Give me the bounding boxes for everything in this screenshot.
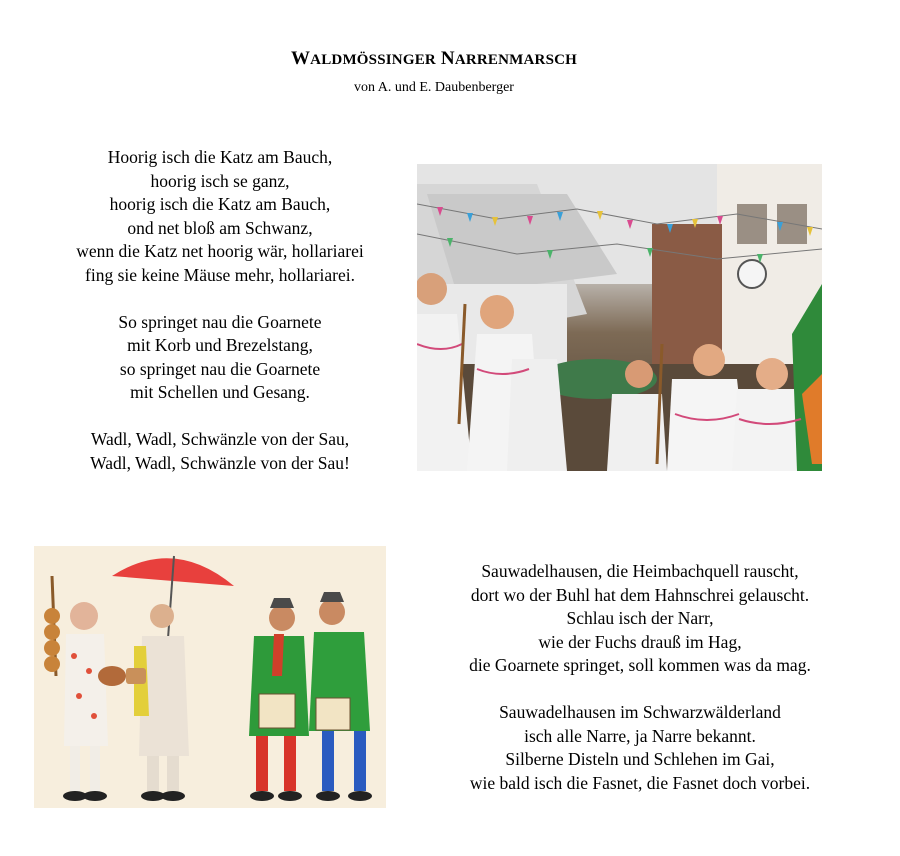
verse-line: Wadl, Wadl, Schwänzle von der Sau, bbox=[90, 429, 350, 449]
parade-photo-graphic bbox=[417, 164, 822, 471]
stanza bbox=[20, 311, 420, 405]
verse-line: hoorig isch se ganz, bbox=[150, 170, 290, 191]
verse-line: wenn die Katz net hoorig wär, hollariarei bbox=[76, 241, 364, 261]
verse-line: die Goarnete springet, soll kommen was da mag. bbox=[469, 655, 811, 675]
verse-line: fing sie keine Mäuse mehr, hollariarei. bbox=[85, 264, 355, 285]
verse-line: Silberne Disteln und Schlehen im Gai, bbox=[505, 749, 775, 769]
verse-line: Wadl, Wadl, Schwänzle von der Sau! bbox=[90, 452, 350, 473]
carnival-figures-photo bbox=[34, 546, 386, 808]
stanza bbox=[420, 560, 860, 678]
verse-line: ond net bloß am Schwanz, bbox=[127, 217, 313, 238]
verse-line: mit Schellen und Gesang. bbox=[130, 382, 310, 402]
verse-line: Sauwadelhausen, die Heimbachquell rauscht, bbox=[481, 561, 799, 581]
verse-line: mit Korb und Brezelstang, bbox=[127, 335, 313, 355]
stanza bbox=[20, 146, 420, 287]
author-line: von A. und E. Daubenberger bbox=[354, 80, 514, 95]
verse-line: so springet nau die Goarnete bbox=[119, 358, 321, 379]
verse-column-left bbox=[20, 146, 420, 475]
verse-line: Hoorig isch die Katz am Bauch, bbox=[107, 147, 333, 167]
parade-photo bbox=[417, 164, 822, 471]
verse-line: hoorig isch die Katz am Bauch, bbox=[109, 194, 331, 214]
verse-line: Schlau isch der Narr, bbox=[566, 608, 714, 628]
verse-line: So springet nau die Goarnete bbox=[118, 311, 322, 332]
carnival-figures-graphic bbox=[34, 546, 386, 808]
verse-line: wie bald isch die Fasnet, die Fasnet doch vorbei. bbox=[469, 772, 811, 793]
page-title: WALDMÖSSINGER NARRENMARSCH bbox=[290, 48, 578, 69]
verse-line: wie der Fuchs drauß im Hag, bbox=[538, 631, 742, 652]
stanza bbox=[20, 428, 420, 475]
verse-line: isch alle Narre, ja Narre bekannt. bbox=[524, 725, 756, 746]
stanza bbox=[420, 701, 860, 795]
verse-column-right bbox=[420, 560, 860, 795]
verse-line: dort wo der Buhl hat dem Hahnschrei gelauscht. bbox=[470, 584, 810, 605]
verse-line: Sauwadelhausen im Schwarzwälderland bbox=[499, 702, 781, 722]
